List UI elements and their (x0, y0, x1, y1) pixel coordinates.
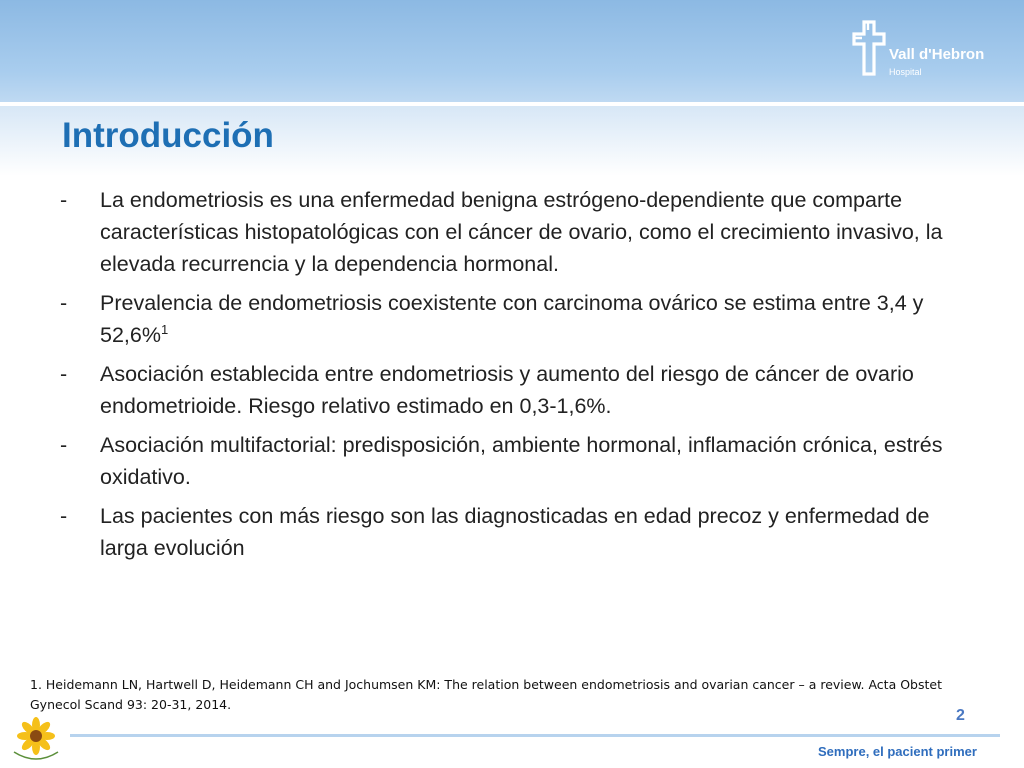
footnote: 1. Heidemann LN, Hartwell D, Heidemann CH and Jochumsen KM: The relation between endometriosis and ovarian cancer – a review. Acta Obstet Gynecol Scand 93: 20-31, 2014. (30, 677, 942, 712)
hospital-cross-icon (852, 20, 886, 76)
bullet-text: Asociación establecida entre endometriosis y aumento del riesgo de cáncer de ovario endometrioide. Riesgo relativo estimado en 0,3-1,6%. (100, 362, 914, 418)
footer-divider (70, 734, 1000, 737)
bullet-text: Prevalencia de endometriosis coexistente con carcinoma ovárico se estima entre 3,4 y 52,6% (100, 291, 924, 347)
bullet-superscript: 1 (160, 321, 169, 337)
bullet-text: La endometriosis es una enfermedad benigna estrógeno-dependiente que comparte características histopatológicas con el cáncer de ovario, como el crecimiento invasivo, la elevada recurrencia y la dependencia hormonal. (100, 188, 943, 276)
bullet-text: Asociación multifactorial: predisposición, ambiente hormonal, inflamación crónica, estrés oxidativo. (100, 433, 943, 489)
bullet-dash: - (60, 504, 68, 528)
bullet-item (60, 429, 970, 493)
logo-subtitle: Hospital (889, 67, 922, 77)
page-title: Introducción (62, 116, 274, 155)
bullet-dash: - (60, 362, 68, 386)
bullet-item (60, 287, 970, 351)
hospital-logo (852, 20, 992, 80)
bullet-list (60, 184, 970, 571)
sunflower-icon (8, 714, 64, 764)
bullet-item (60, 184, 970, 280)
footer-tagline: Sempre, el pacient primer (818, 744, 977, 759)
page-number: 2 (956, 707, 965, 724)
bullet-text: Las pacientes con más riesgo son las diagnosticadas en edad precoz y enfermedad de larga evolución (100, 504, 930, 560)
logo-name: Vall d'Hebron (889, 46, 985, 63)
bullet-dash: - (60, 188, 68, 212)
bullet-item (60, 358, 970, 422)
bullet-dash: - (60, 291, 68, 315)
bullet-dash: - (60, 433, 68, 457)
bullet-item (60, 500, 970, 564)
